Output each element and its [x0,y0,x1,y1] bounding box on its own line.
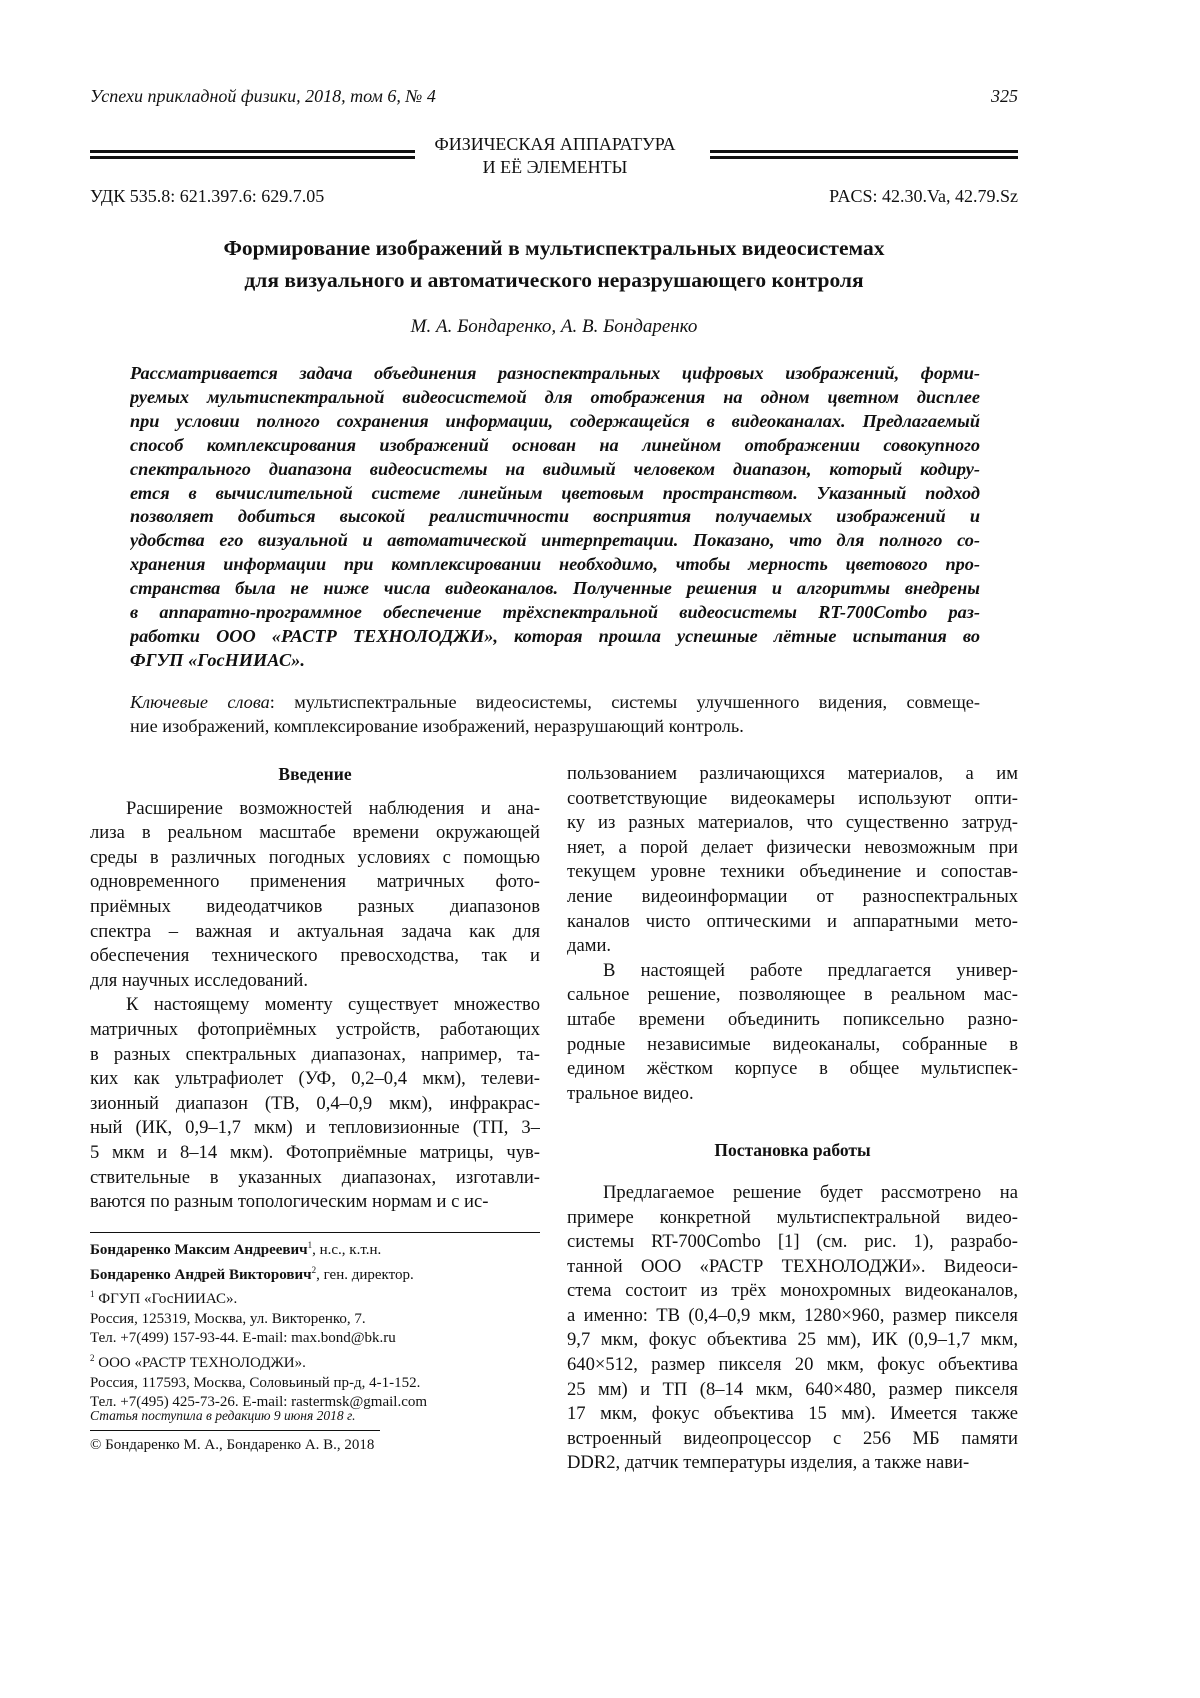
left-column [90,762,540,1215]
text-line: Предлагаемое решение будет рассмотрено на [567,1181,1018,1206]
section-rubric [400,133,710,179]
text-line: спектра – важная и актуальная задача как для [90,920,540,945]
rubric-line: ФИЗИЧЕСКАЯ АППАРАТУРА [400,133,710,156]
text-line: способ комплексирования изображений основан на линейном отображении совокупного [130,434,980,458]
text-line: соответствующие видеокамеры используют опти- [567,787,1018,812]
author1-role: , н.с., к.т.н. [312,1242,381,1258]
text-line: стема состоит из трёх монохромных видеоканалов, [567,1279,1018,1304]
affiliation-2: ООО «РАСТР ТЕХНОЛОДЖИ». [95,1355,306,1371]
text-line: Рассматривается задача объединения разноспектральных цифровых изображений, форми- [130,362,980,386]
text-line: странства была не ниже числа видеоканалов. Полученные решения и алгоритмы внедрены [130,577,980,601]
footnote-mark: 2 [312,1265,317,1275]
affiliation-1-contact: Тел. +7(499) 157-93-44. E-mail: max.bond@bk.ru [90,1329,540,1349]
text-line: 17 мкм, фокус объектива 15 мм). Имеется также [567,1402,1018,1427]
keywords [130,690,980,738]
text-line: 640×512, размер пикселя 20 мкм, фокус объектива [567,1353,1018,1378]
text-line: примере конкретной мультиспектральной видео- [567,1206,1018,1231]
text-line: встроенный видеопроцессор с 256 МБ памяти [567,1427,1018,1452]
text-line: каналов чисто оптическими и аппаратными мето- [567,910,1018,935]
text-line: спектрального диапазона видеосистемы на видимый человеком диапазон, который кодиру- [130,458,980,482]
rubric-rule-right [710,150,1018,159]
author2-role: , ген. директор. [316,1267,414,1283]
text-line: 25 мм) и ТП (8–14 мкм, 640×480, размер пикселя [567,1378,1018,1403]
keywords-text: ние изображений, комплексирование изображений, неразрушающий контроль. [130,714,980,738]
text-line: В настоящей работе предлагается универ- [567,959,1018,984]
introduction-text [90,797,540,1215]
footnote-mark: 1 [90,1289,95,1299]
copyright: © Бондаренко М. А., Бондаренко А. В., 2018 [90,1437,374,1454]
text-line: одновременного применения матричных фото- [90,870,540,895]
title-line: для визуального и автоматического неразрушающего контроля [90,264,1018,296]
text-line: текущем уровне техники объединение и сопостав- [567,860,1018,885]
affiliation-1: ФГУП «ГосНИИАС». [95,1291,238,1307]
text-line: в аппаратно-программное обеспечение трёхспектральной видеосистемы RT-700Combo раз- [130,601,980,625]
text-line: удобства его визуальной и автоматической интерпретации. Показано, что для полного со- [130,529,980,553]
affiliation-2-address: Россия, 117593, Москва, Соловьиный пр-д, 4-1-152. [90,1374,540,1394]
title-line: Формирование изображений в мультиспектральных видеосистемах [90,232,1018,264]
text-line: матричных фотоприёмных устройств, работающих [90,1018,540,1043]
rubric-line: И ЕЁ ЭЛЕМЕНТЫ [400,156,710,179]
text-line: ствительные в указанных диапазонах, изготавли- [90,1166,540,1191]
text-line: Расширение возможностей наблюдения и ана- [90,797,540,822]
authors: М. А. Бондаренко, А. В. Бондаренко [90,316,1018,338]
text-line: приёмных видеодатчиков разных диапазонов [90,895,540,920]
text-line: пользованием различающихся материалов, а им [567,762,1018,787]
text-line: ный (ИК, 0,9–1,7 мкм) и тепловизионные (ТП, 3– [90,1116,540,1141]
author2-name: Бондаренко Андрей Викторович [90,1267,312,1283]
text-line: дами. [567,934,1018,959]
pacs-code: PACS: 42.30.Va, 42.79.Sz [829,186,1018,207]
abstract [130,362,980,673]
page-number: 325 [991,86,1018,107]
text-line: няет, а порой делает физически невозможным при [567,836,1018,861]
keywords-label: Ключевые слова [130,692,270,712]
text-line: ление видеоинформации от разноспектральных [567,885,1018,910]
text-line: ку из разных материалов, что существенно затруд- [567,811,1018,836]
keywords-text: : мультиспектральные видеосистемы, системы улучшенного видения, совмеще- [270,692,980,712]
text-line: ких как ультрафиолет (УФ, 0,2–0,4 мкм), телеви- [90,1067,540,1092]
text-line: хранения информации при комплексировании необходимо, чтобы мерность цветового про- [130,553,980,577]
text-line: едином жёстком корпусе в общее мультиспек- [567,1057,1018,1082]
text-line: родные независимые видеоканалы, собранные в [567,1033,1018,1058]
article-title [90,232,1018,296]
footnote-rule [90,1232,540,1233]
text-line: системы RT-700Combo [1] (см. рис. 1), разрабо- [567,1230,1018,1255]
author-footnotes [90,1236,540,1413]
footnote-mark: 1 [308,1240,313,1250]
section-heading-introduction: Введение [90,762,540,787]
text-line: DDR2, датчик температуры изделия, а также нави- [567,1451,1018,1476]
author1-name: Бондаренко Максим Андреевич [90,1242,308,1258]
introduction-continued [567,762,1018,1106]
text-line: лиза в реальном масштабе времени окружающей [90,821,540,846]
text-line: тральное видео. [567,1082,1018,1107]
problem-text [567,1181,1018,1476]
right-column [567,762,1018,1476]
text-line: 9,7 мкм, фокус объектива 25 мм), ИК (0,9–1,7 мкм, [567,1328,1018,1353]
text-line: сальное решение, позволяющее в реальном мас- [567,983,1018,1008]
footnote-mark: 2 [90,1353,95,1363]
text-line: руемых мультиспектральной видеосистемой для отображения на одном цветном дисплее [130,386,980,410]
journal-running-head: Успехи прикладной физики, 2018, том 6, № 4 [90,86,436,107]
copyright-rule [90,1430,380,1431]
text-line: ется в вычислительной системе линейным цветовым пространством. Указанный подход [130,482,980,506]
text-line: а именно: ТВ (0,4–0,9 мкм, 1280×960, размер пикселя [567,1304,1018,1329]
text-line: для научных исследований. [90,969,540,994]
udk-code: УДК 535.8: 621.397.6: 629.7.05 [90,186,324,207]
text-line: танной ООО «РАСТР ТЕХНОЛОДЖИ». Видеоси- [567,1255,1018,1280]
text-line: среды в различных погодных условиях с помощью [90,846,540,871]
text-line: ФГУП «ГосНИИАС». [130,649,980,673]
text-line: 5 мкм и 8–14 мкм). Фотоприёмные матрицы, чув- [90,1141,540,1166]
text-line: обеспечения технического превосходства, так и [90,944,540,969]
section-heading-problem: Постановка работы [567,1138,1018,1163]
text-line: штабе времени объединить попиксельно разно- [567,1008,1018,1033]
text-line: позволяет добиться высокой реалистичности восприятия получаемых изображений и [130,505,980,529]
rubric-rule-left [90,150,415,159]
text-line: работки ООО «РАСТР ТЕХНОЛОДЖИ», которая прошла успешные лётные испытания во [130,625,980,649]
text-line: зионный диапазон (ТВ, 0,4–0,9 мкм), инфракрас- [90,1092,540,1117]
text-line: при условии полного сохранения информации, содержащейся в видеоканалах. Предлагаемый [130,410,980,434]
text-line: ваются по разным топологическим нормам и с ис- [90,1190,540,1215]
affiliation-1-address: Россия, 125319, Москва, ул. Викторенко, 7. [90,1310,540,1330]
text-line: К настоящему моменту существует множество [90,993,540,1018]
affiliation-2-contact: Тел. +7(495) 425-73-26. E-mail: rastermsk@gmail.com [90,1393,540,1413]
text-line: в разных спектральных диапазонах, например, та- [90,1043,540,1068]
received-date: Статья поступила в редакцию 9 июня 2018 г. [90,1408,356,1424]
